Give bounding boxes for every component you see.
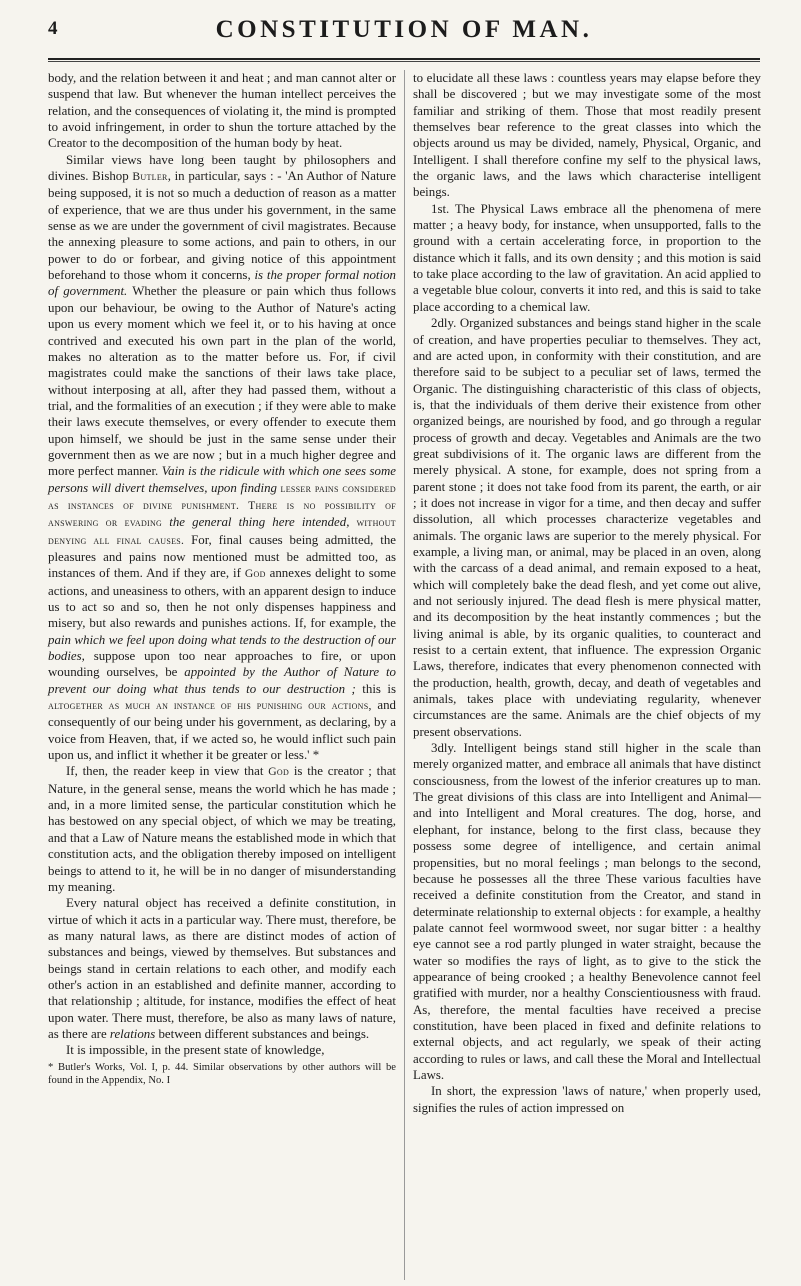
italic-phrase: is the proper formal notion of government. — [48, 268, 396, 299]
italic-phrase: pain which we feel upon doing what tends to the destruction of our bodies, — [48, 632, 396, 664]
header-rule-thin — [48, 61, 760, 62]
page-number: 4 — [48, 18, 58, 39]
paragraph: to elucidate all these laws : countless years may elapse before they shall be discovered ; but we may investigate some of the most familiar and striking of them. Those that most readily present themselves bear reference to the great classes into which the objects around us may be divided, namely, Physical, Organic, and Intelligent. I shall therefore confine my self to the physical laws, the organic laws, and the laws which characterise intelligent beings. — [413, 71, 761, 200]
paragraph-physical-laws: 1st. The Physical Laws embrace all the phenomena of mere matter ; a heavy body, for instance, when unsupported, falls to the ground with a certain accelerating force, in proportion to the distance which it falls, and its own density ; and this motion is said to take place according to the law of gravitation. An acid applied to a vegetable blue colour, converts it into red, and this is said to take place according to a chemical law. — [413, 201, 761, 314]
paragraph: If, then, the reader keep in view that God is the creator ; that Nature, in the general sense, means the world which he has made ; and, in a more limited sense, the particular constitution which he has bestowed on any special object, of which we may be treating, and that a Law of Nature means the established mode in which that constitution acts, and the obligation thereby imposed on intelligent beings to attend to it, he will be in no danger of misunderstanding my meaning. — [48, 764, 396, 894]
small-caps-phrase: without denying all final causes. — [48, 516, 396, 547]
footnote: * Butler's Works, Vol. I, p. 44. Similar observations by other authors will be found in the Appendix, No. I — [48, 1061, 396, 1086]
small-caps-phrase: lesser pains considered as instances of divine punishment. There is no possibility of answering or evading — [48, 481, 396, 530]
author-name: Butler — [132, 170, 168, 184]
paragraph: In short, the expression 'laws of nature,' when properly used, signifies the rules of action impressed on — [413, 1084, 761, 1115]
page-header — [48, 12, 760, 56]
paragraph: It is impossible, in the present state of knowledge, — [66, 1043, 325, 1058]
paragraph-intelligent-beings: 3dly. Intelligent beings stand still higher in the scale than merely organized matter, and embrace all animals that have distinct consciousness, from the lowest of the inferior creatures up to man. The great divisions of this class are into Intelligent and Animal—and into Intelligent and Moral creatures. The dog, horse, and elephant, for instance, belong to the first class, because they possess some degree of intelligence, and certain animal propensities, but no moral feelings ; man belongs to the second, because he possesses all the three These various faculties have received a definite constitution from the Creator, and stand in determinate relationship to external objects : for example, a healthy palate cannot feel wormwood sweet, nor sugar bitter : a healthy eye cannot see a rod partly plunged in water straight, because the water so modifies the rays of light, as to give to the stick the appearance of being crooked ; a healthy Benevolence cannot feel gratified with murder, nor a healthy Conscientiousness with fraud. As, therefore, the mental faculties have received a precise constitution, have been placed in fixed and definite relations to external objects, and act regularly, we speak of their acting according to rules or laws, and call these the Moral and Intellectual Laws. — [413, 741, 761, 1082]
left-column — [48, 70, 396, 1087]
running-title: CONSTITUTION OF MAN. — [215, 16, 593, 43]
column-divider — [404, 70, 405, 1280]
right-column — [413, 70, 761, 1116]
header-rule — [48, 58, 760, 60]
paragraph-butler-quote: Similar views have long been taught by philosophers and divines. Bishop Butler, in particular, says : - 'An Author of Nature being supposed, it is not so much a deduction of reason as a matter of experience, that we are thus under his government, in the same sense as we are under the government of civil magistrates. Because the annexing pleasure to some actions, and pain to others, in our power to do or forbear, and giving notice of this appointment beforehand to those whom it concerns, is the proper formal notion of government. Whether the pleasure or pain which thus follows upon our behaviour, be owing to the Author of Nature's acting upon us every moment which we feel it, or to his having at once contrived and executed his own part in the plan of the world, makes no alteration as to the matter before us. For, if civil magistrates could make the sanctions of their laws take place, without interposing at all, after they had passed them, without a trial, and the formalities of an execution ; if they were able to make their laws execute themselves, or every offender to execute them upon himself, we should be just in the same sense under their government then as we are now ; but in a much higher degree and more perfect manner. Vain is the ridicule with which one sees some persons will divert themselves, upon finding lesser pains considered as instances of divine punishment. There is no possibility of answering or evading the general thing here intended, without denying all final causes. For, final causes being admitted, the pleasures and pains now mentioned must be admitted too, as instances of them. And if they are, if God annexes delight to some actions, and uneasiness to others, with an apparent design to induce us to act so and so, then he not only dispenses happiness and misery, but also rewards and punishes actions. If, for example, the pain which we feel upon doing what tends to the destruction of our bodies, suppose upon too near approaches to fire, or upon wounding ourselves, be appointed by the Author of Nature to prevent our doing what thus tends to our destruction ; this is altogether as much an instance of his punishing our actions, and consequently of our being under his government, as declaring, by a voice from Heaven, that, if we acted so, he would inflict such pain upon us, and inflict it whether it be greater or less.' * — [48, 152, 397, 763]
small-caps-phrase: altogether as much an instance of his punishing our actions, — [48, 699, 372, 713]
italic-phrase: the general thing here intended, — [169, 515, 350, 530]
paragraph: body, and the relation between it and heat ; and man cannot alter or suspend that law. But whenever the human intellect perceives the relation, and the consequences of violating it, the mind is prompted to avoid infringement, in order to shun the torture attached by the Creator to the decomposition of the human body by heat. — [48, 71, 396, 151]
italic-phrase: Vain is the ridicule with which one sees some persons will divert themselves, upon finding — [48, 464, 396, 495]
paragraph: Every natural object has received a definite constitution, in virtue of which it acts in a particular way. There must, therefore, be as many natural laws, as there are distinct modes of action of substances and beings, viewed by themselves. But substances and beings stand in certain relations to each other, and modify each other's action in an established and definite manner, according to that relationship ; altitude, for instance, modifies the effect of heat upon water. There must, therefore, be also as many laws of nature, as there are relations between different substances and beings. — [48, 896, 396, 1041]
italic-phrase: appointed by the Author of Nature to prevent our doing what thus tends to our destruction ; — [48, 665, 396, 696]
paragraph-organic-laws: 2dly. Organized substances and beings stand higher in the scale of creation, and have properties peculiar to themselves. They act, and are acted upon, in conformity with their constitution, and are therefore said to be subject to a peculiar set of laws, termed the Organic. The distinguishing characteristic of this class of objects, is, that the individuals of them derive their existence from other organized beings, are nourished by food, and go through a regular process of growth and decay. Vegetables and Animals are the two great subdivisions of it. The organic laws are different from the merely physical. A stone, for example, does not spring from a parent stone ; it does not take food from its parent, the earth, or air ; it does not increase in vigor for a time, and then decay and suffer dissolution, all which processes characterize vegetables and animals. The organic laws are superior to the merely physical. For example, a living man, or animal, may be placed in an oven, along with the carcass of a dead animal, and remain exposed to a heat, which will completely bake the dead flesh, and yet come out alive, and not seriously injured. The dead flesh is mere physical matter, and its decomposition by the heat instantly commences ; but the living animal is able, by its organic qualities, to counteract and resist to a certain extent, that influence. The expression Organic Laws, therefore, indicates that every phenomenon connected with the production, health, growth, decay, and death of vegetables and animals, takes place with undeviating regularity, whenever circumstances are the same. Animals are the chief objects of my present observations. — [413, 316, 761, 739]
